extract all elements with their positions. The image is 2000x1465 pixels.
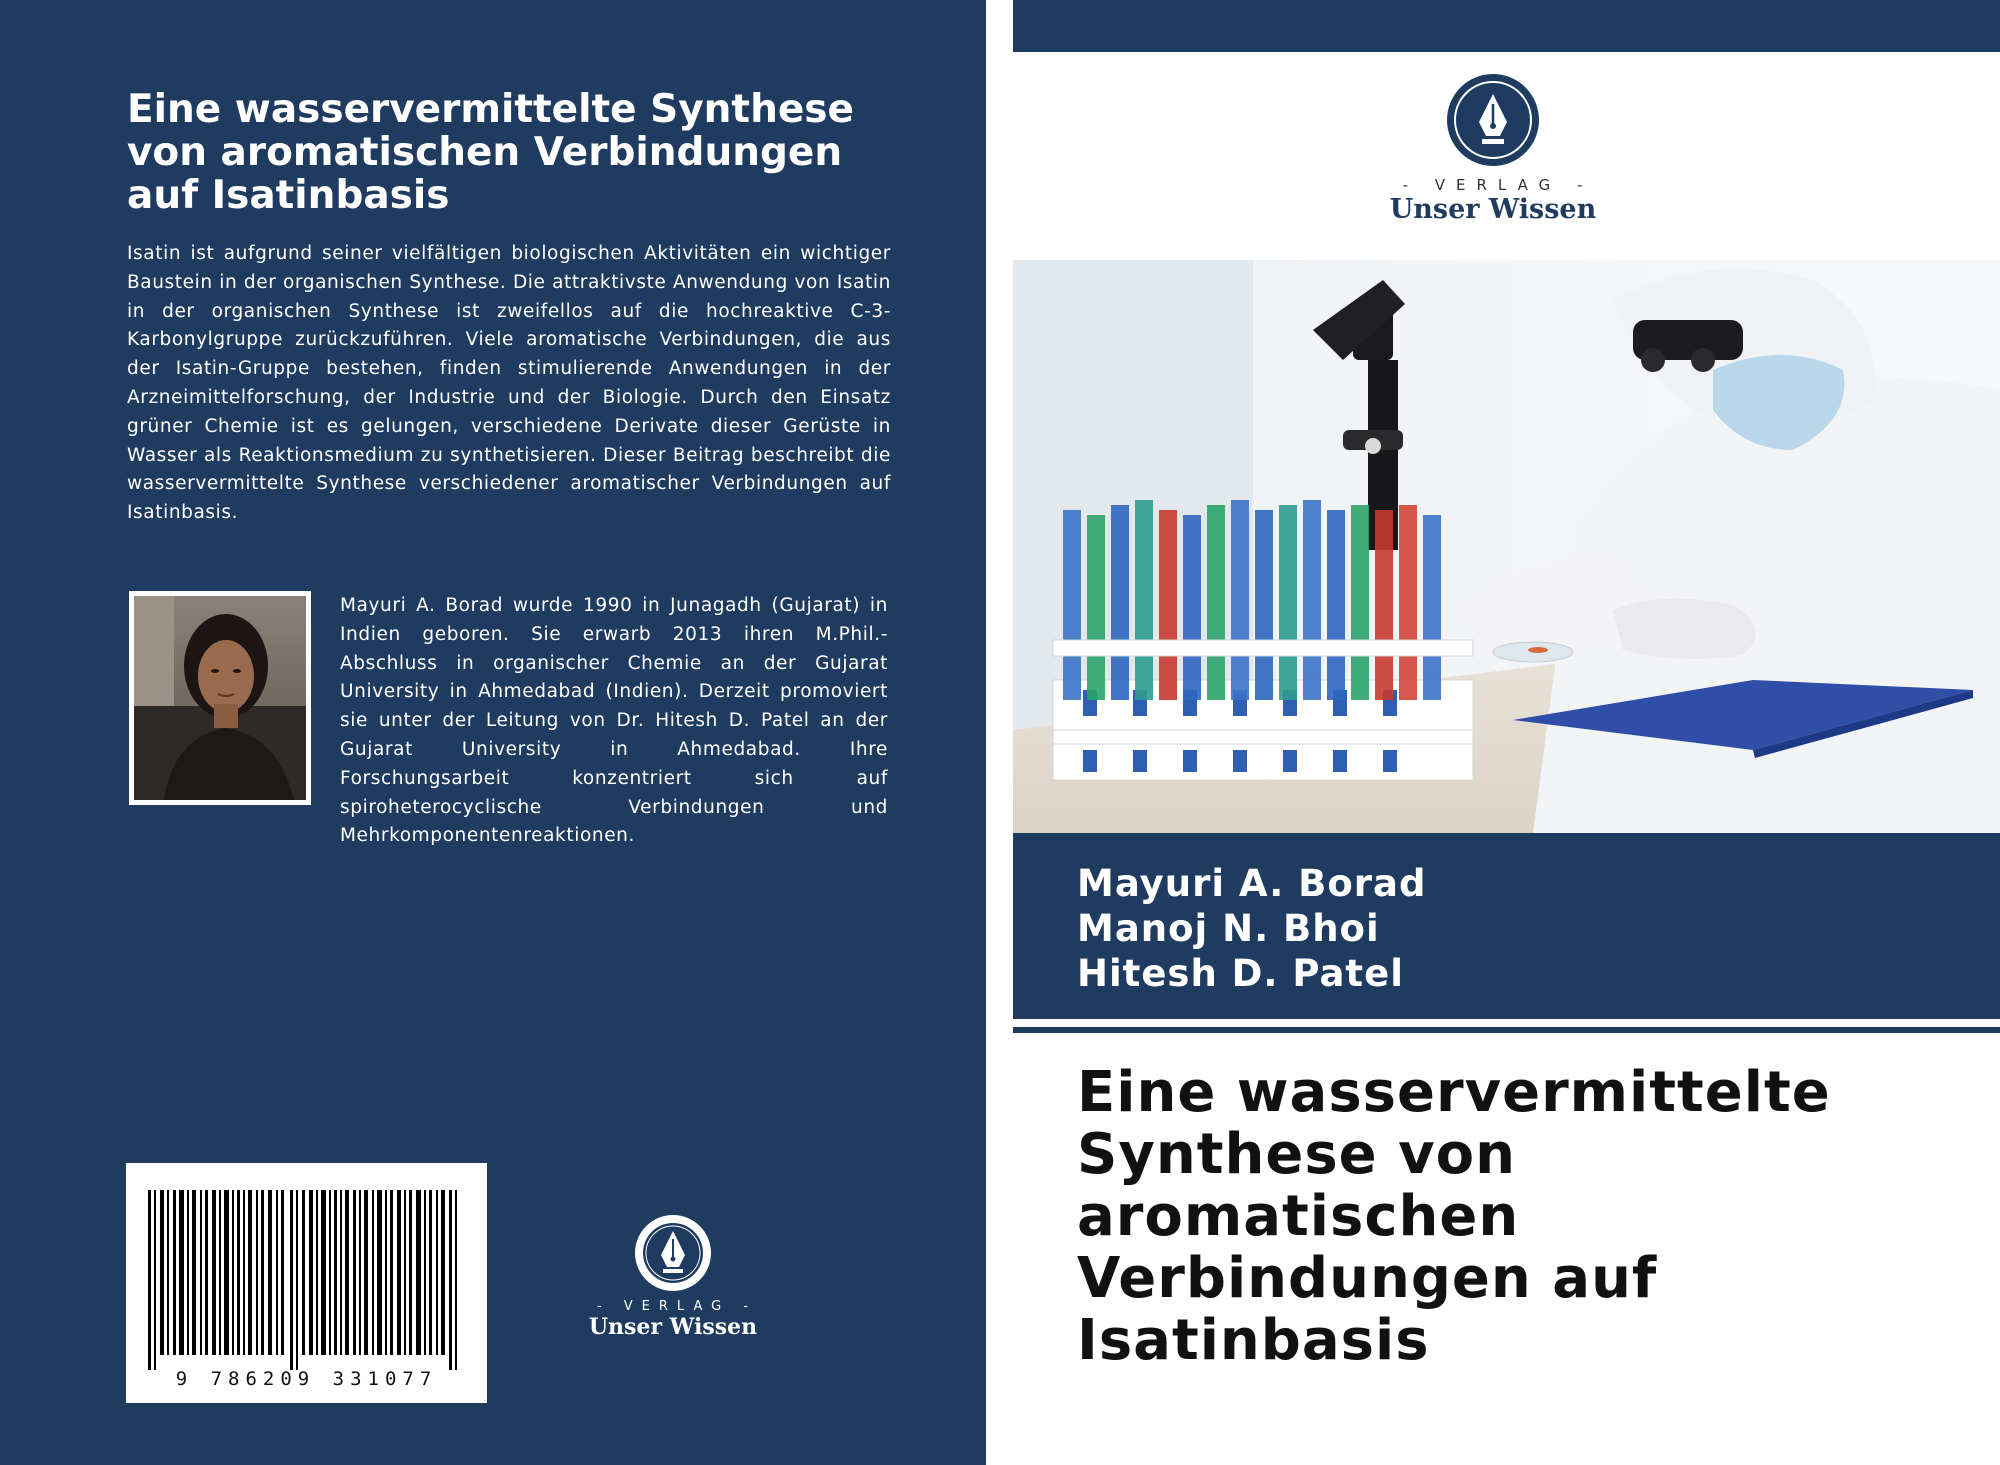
- lab-photo-illustration: [1013, 260, 2000, 833]
- fountain-pen-nib-icon: [633, 1213, 713, 1293]
- back-publisher-logo: [578, 1213, 768, 1340]
- front-logo-verlag: - VERLAG -: [1402, 176, 1594, 194]
- lab-scientist-photo: [1013, 260, 2000, 833]
- author-name: Mayuri A. Borad: [1077, 862, 1427, 905]
- back-cover-title: Eine wasservermittelte Synthese von aromatischen Verbindungen auf Isatinbasis: [127, 87, 854, 218]
- isbn-digits: 9 786209 331077: [175, 1368, 438, 1390]
- back-logo-verlag: - VERLAG -: [596, 1299, 758, 1314]
- author-bio: Mayuri A. Borad wurde 1990 in Junagadh (Gujarat) in Indien geboren. Sie erwarb 2013 ihren M.Phil.-Abschluss in organischer Chemie an der Gujarat University in Ahmedabad (Indien). Derzeit promoviert sie unter der Leitung von Dr. Hitesh D. Patel an der Gujarat University in Ahmedabad. Ihre Forschungsarbeit konzentriert sich auf spiroheterocyclische Verbindungen und Mehrkomponentenreaktionen.: [340, 595, 888, 847]
- front-top-bar: [1013, 0, 2000, 52]
- author-name: Hitesh D. Patel: [1077, 952, 1404, 995]
- fountain-pen-nib-icon: [1445, 72, 1541, 168]
- back-cover: [0, 0, 986, 1465]
- front-cover-title: Eine wasservermittelte Synthese von aromatischen Verbindungen auf Isatinbasis: [1077, 1060, 1831, 1373]
- author-portrait-image: [134, 596, 306, 800]
- back-logo-brand: Unser Wissen: [588, 1314, 758, 1340]
- front-logo-brand: Unser Wissen: [1389, 194, 1597, 225]
- isbn-barcode: [126, 1163, 487, 1403]
- author-list: [1077, 861, 1427, 996]
- author-photo: [129, 591, 311, 805]
- back-cover-blurb: Isatin ist aufgrund seiner vielfältigen biologischen Aktivitäten ein wichtiger Baustein in der organischen Synthese. Die attraktivste Anwendung von Isatin in der organischen Synthese ist zweifellos auf die hochreaktive C-3-Karbonylgruppe zurückzuführen. Viele aromatische Verbindungen, die aus der Isatin-Gruppe bestehen, finden stimulierende Anwendungen in der Arzneimittelforschung, der Industrie und der Biologie. Durch den Einsatz grüner Chemie ist es gelungen, verschiedene Derivate dieser Gerüste in Wasser als Reaktionsmedium zu synthetisieren. Dieser Beitrag beschreibt die wasservermittelte Synthese verschiedener aromatischer Verbindungen auf Isatinbasis.: [127, 243, 891, 524]
- author-name: Manoj N. Bhoi: [1077, 907, 1380, 950]
- author-band: [1013, 833, 2000, 1019]
- divider-rule: [1013, 1027, 2000, 1033]
- front-cover: [1013, 0, 2000, 1465]
- front-publisher-logo: [1373, 72, 1613, 225]
- barcode-bars: [126, 1163, 487, 1403]
